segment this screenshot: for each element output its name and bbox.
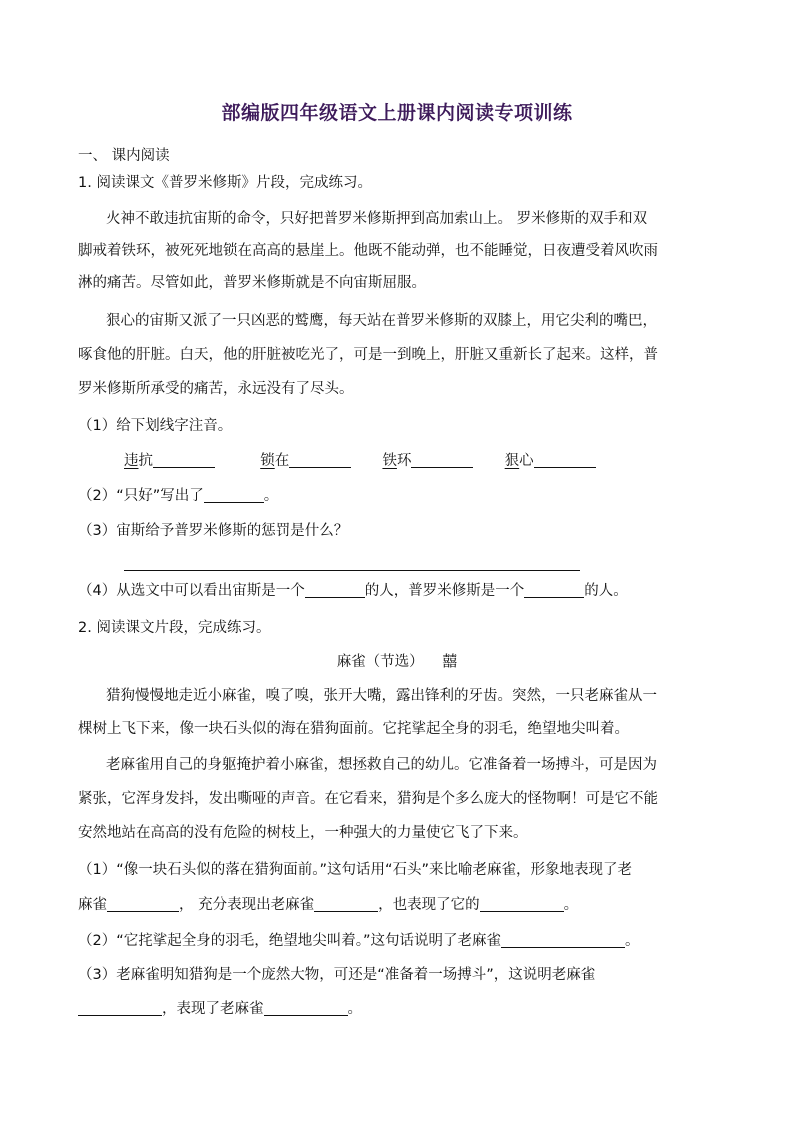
question-2-heading: 2. 阅读课文片段，完成练习。 <box>78 620 271 636</box>
word-item: 铁环 <box>382 453 412 469</box>
q1-para1-line3: 淋的痛苦。尽管如此，普罗米修斯就是不向宙斯屈服。 <box>78 275 426 291</box>
answer-blank[interactable] <box>305 583 365 598</box>
passage-title: 麻雀（节选） <box>336 654 424 670</box>
underlined-char: 违 <box>124 453 139 469</box>
answer-blank[interactable] <box>153 453 215 468</box>
pinyin-row <box>124 450 716 472</box>
q2-para1-line1: 猎狗慢慢地走近小麻雀，嗅了嗅，张开大嘴，露出锋利的牙齿。突然，一只老麻雀从一 <box>106 688 657 704</box>
q1-sub1: （1）给下划线字注音。 <box>78 418 233 434</box>
underlined-char: 铁 <box>382 453 397 469</box>
answer-blank[interactable] <box>314 897 378 912</box>
answer-blank[interactable] <box>411 453 473 468</box>
q2-para2-line1: 老麻雀用自己的身躯掩护着小麻雀，想拯救自己的幼儿。它准备着一场搏斗，可是因为 <box>106 757 657 773</box>
q1-para1-line1: 火神不敢违抗宙斯的命令，只好把普罗米修斯押到高加索山上。 罗米修斯的双手和双 <box>106 211 648 227</box>
q2-sub3-line1: （3）老麻雀明知猎狗是一个庞然大物，可还是“准备着一场搏斗”，这说明老麻雀 <box>78 967 596 983</box>
underlined-char: 锁 <box>260 453 275 469</box>
author-char: 囍 <box>442 652 458 670</box>
q2-para2-line3: 安然地站在高高的没有危险的树枝上，一种强大的力量使它飞了下来。 <box>78 825 528 841</box>
word-item: 违抗 <box>124 453 153 469</box>
q2-sub2: （2）“它挓挲起全身的羽毛，绝望地尖叫着。”这句话说明了老麻雀 。 <box>78 933 640 949</box>
q2-para1-line2: 棵树上飞下来，像一块石头似的海在猎狗面前。它挓挲起全身的羽毛，绝望地尖叫着。 <box>78 721 629 737</box>
q2-sub1-line2: 麻雀 ， 充分表现出老麻雀 ，也表现了它的 。 <box>78 897 579 913</box>
q1-sub4: （4）从选文中可以看出宙斯是一个 的人，普罗米修斯是一个 的人。 <box>78 583 628 599</box>
answer-blank[interactable] <box>289 453 351 468</box>
q1-para2-line3: 罗米修斯所承受的痛苦，永远没有了尽头。 <box>78 381 354 397</box>
q2-sub1-line1: （1）“像一块石头似的落在猎狗面前。”这句话用“石头”来比喻老麻雀，形象地表现了老 <box>78 862 633 878</box>
answer-blank[interactable] <box>480 897 564 912</box>
q2-para2-line2: 紧张，它浑身发抖，发出嘶哑的声音。在它看来，猎狗是个多么庞大的怪物啊！可是它不能 <box>78 791 658 807</box>
underlined-char: 狠 <box>504 453 520 469</box>
answer-blank[interactable] <box>78 1001 162 1016</box>
answer-blank[interactable] <box>264 1001 348 1016</box>
question-1-heading: 1. 阅读课文《普罗米修斯》片段，完成练习。 <box>78 175 372 191</box>
word-item: 狠心 <box>504 453 534 469</box>
q1-para2-line2: 啄食他的肝脏。白天，他的肝脏被吃光了，可是一到晚上，肝脏又重新长了起来。这样，普 <box>78 347 658 363</box>
q1-para2-line1: 狠心的宙斯又派了一只凶恶的鹫鹰，每天站在普罗米修斯的双膝上，用它尖利的嘴巴， <box>106 313 657 329</box>
q1-sub2: （2）“只好”写出了 。 <box>78 488 279 504</box>
q1-sub3: （3）宙斯给予普罗米修斯的惩罚是什么？ <box>78 523 349 539</box>
passage-title-row <box>0 650 794 673</box>
answer-blank[interactable] <box>204 488 264 503</box>
answer-blank[interactable] <box>524 583 584 598</box>
answer-line[interactable] <box>124 556 580 571</box>
section-heading: 一、 课内阅读 <box>78 148 170 164</box>
page-title: 部编版四年级语文上册课内阅读专项训练 <box>221 102 573 124</box>
answer-blank[interactable] <box>534 453 596 468</box>
word-item: 锁在 <box>260 453 290 469</box>
q2-sub3-line2: ，表现了老麻雀 。 <box>78 998 716 1020</box>
answer-blank[interactable] <box>107 897 179 912</box>
q1-para1-line2: 脚戒着铁环，被死死地锁在高高的悬崖上。他既不能动弹，也不能睡觉，日夜遭受着风吹雨 <box>78 243 658 259</box>
answer-blank[interactable] <box>501 933 625 948</box>
